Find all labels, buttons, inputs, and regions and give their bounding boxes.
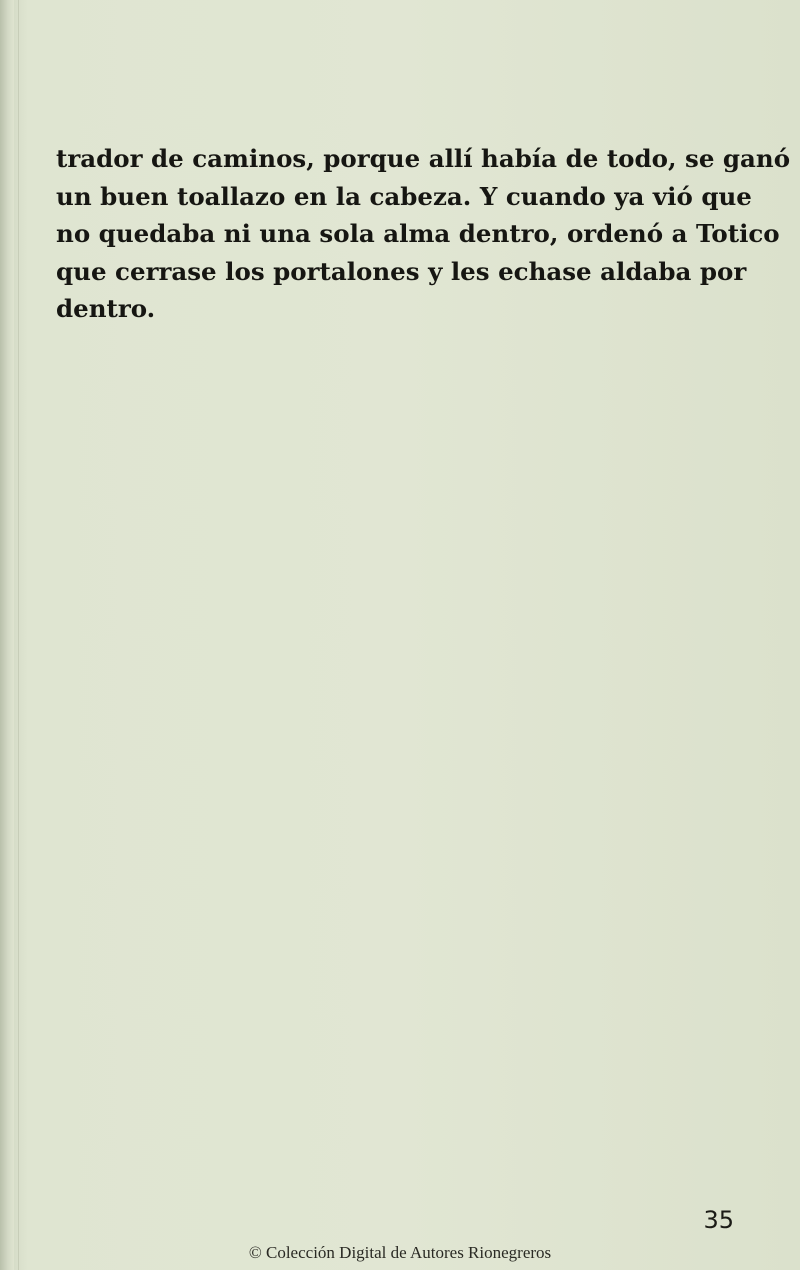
text-line-5: dentro. (56, 294, 156, 323)
text-line-4: que cerrase los portalones y les echase aldaba por (56, 256, 747, 286)
book-spine-shadow (0, 0, 14, 1270)
text-line-2: un buen toallazo en la cabeza. Y cuando ya vió que (56, 181, 752, 211)
page-body-text (56, 140, 791, 328)
text-line-3: no quedaba ni una sola alma dentro, ordenó a Totico (56, 219, 780, 248)
text-line-1: trador de caminos, porque allí había de todo, se ganó (56, 144, 791, 173)
spine-edge-line (18, 0, 19, 1270)
collection-credit: © Colección Digital de Autores Rionegreros (248, 1243, 552, 1262)
page-number: 35 (703, 1206, 734, 1234)
